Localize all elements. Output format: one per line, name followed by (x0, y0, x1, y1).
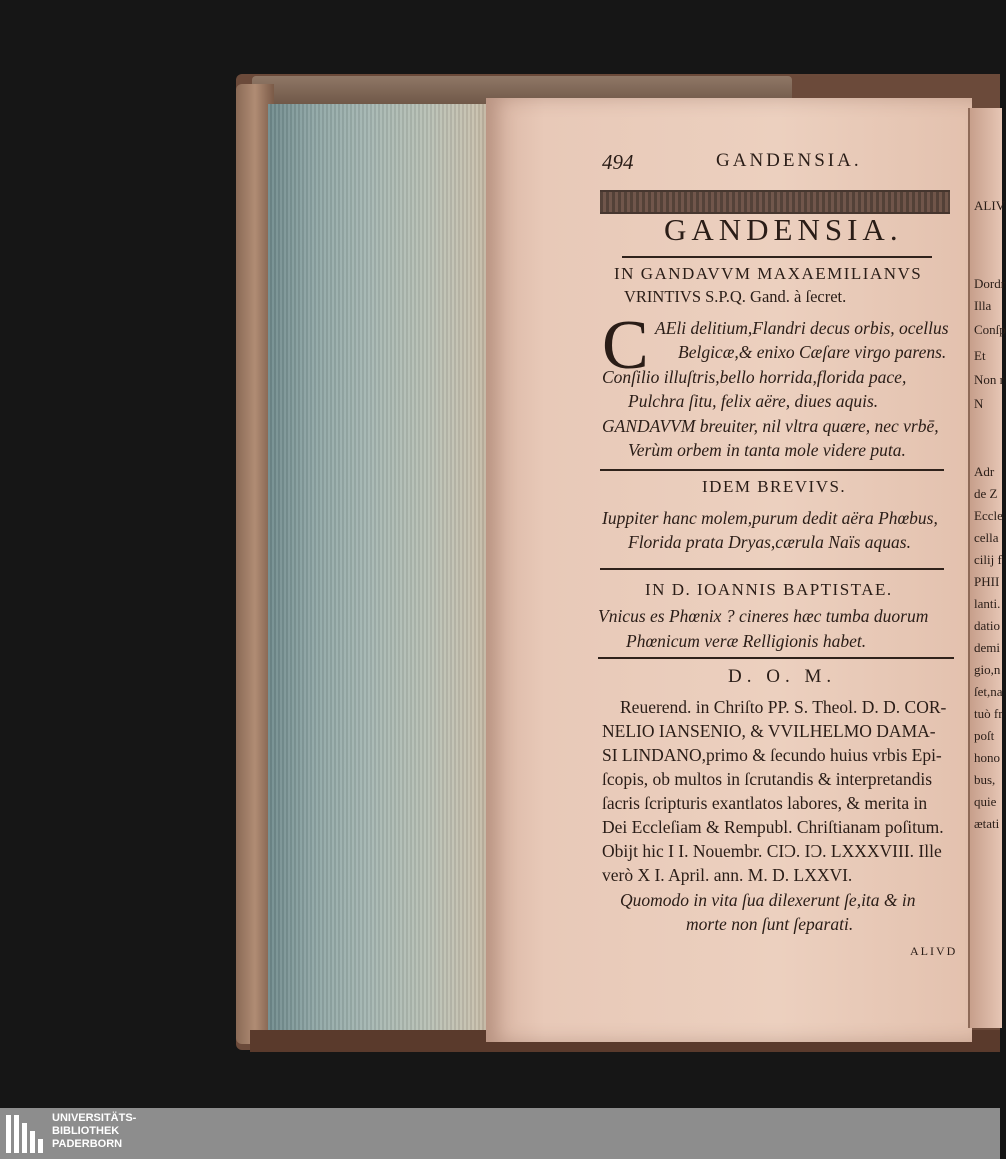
verse-line: Verùm orbem in tanta mole videre puta. (628, 440, 906, 460)
verse-line: Belgicæ,& enixo Cæſare virgo parens. (678, 342, 947, 362)
fragment-text: Dordr (974, 276, 1006, 291)
verse-line: Conſilio illuſtris,bello horrida,florida pace, (602, 367, 907, 387)
verse-line: Florida prata Dryas,cærula Naïs aquas. (628, 532, 911, 552)
library-name-line: UNIVERSITÄTS- (52, 1112, 137, 1124)
epitaph-line: Dei Eccleſiam & Rempubl. Chriſtianam poſitum. (602, 817, 944, 837)
verse-line: AEli delitium,Flandri decus orbis, ocellus (655, 318, 949, 338)
fragment-text: ſet,na (974, 684, 1003, 699)
fragment-text: Adr (974, 464, 995, 479)
section-rule (600, 568, 944, 570)
catchword: ALIVD (910, 944, 958, 958)
fragment-text: ætati (974, 816, 1000, 831)
page-number: 494 (602, 150, 634, 174)
fragment-text: Eccle (974, 508, 1003, 523)
footer-bar (0, 1108, 1000, 1159)
section2-heading: IDEM BREVIVS. (702, 477, 847, 496)
university-logo-icon (6, 1115, 46, 1153)
fragment-text: cella (974, 530, 999, 545)
fragment-text: hono (974, 750, 1000, 765)
fragment-text: gio,n (974, 662, 1001, 677)
section-rule (600, 469, 944, 471)
verse-line: Pulchra ſitu, felix aëre, diues aquis. (628, 391, 879, 411)
fragment-text: bus, (974, 772, 996, 787)
verse-line: Phœnicum veræ Relligionis habet. (626, 631, 867, 651)
section1-heading-line2: VRINTIVS S.P.Q. Gand. à ſecret. (624, 287, 847, 306)
section3-heading: IN D. IOANNIS BAPTISTAE. (645, 580, 893, 599)
section1-heading-line1: IN GANDAVVM MAXAEMILIANVS (614, 264, 923, 283)
fragment-text: de Z (974, 486, 998, 501)
epitaph-line: verò X I. April. ann. M. D. LXXVI. (602, 865, 853, 885)
fragment-text: N (974, 396, 984, 411)
fragment-text: Non r (974, 372, 1004, 387)
running-head: GANDENSIA. (716, 150, 862, 171)
page-title: GANDENSIA. (664, 212, 903, 247)
fragment-text: demi (974, 640, 1000, 655)
fragment-text: ALIV (974, 198, 1006, 213)
closing-line: Quomodo in vita ſua dilexerunt ſe,ita & in (620, 890, 916, 910)
section4-heading: D. O. M. (728, 666, 837, 687)
verse-line: GANDAVVM breuiter, nil vltra quære, nec vrbē, (602, 416, 939, 436)
fragment-text: quie (974, 794, 997, 809)
section-rule (598, 657, 954, 659)
fragment-text: Illa (974, 298, 992, 313)
facing-page-fragment (968, 108, 1006, 1028)
title-rule (622, 256, 932, 258)
page-block-edge (268, 104, 503, 1034)
fragment-text: poſt (974, 728, 995, 743)
epitaph-line: Reuerend. in Chriſto PP. S. Theol. D. D. COR- (620, 697, 947, 717)
fragment-text: Et (974, 348, 986, 363)
epitaph-line: ſcopis, ob multos in ſcrutandis & interpretandis (602, 769, 933, 789)
fragment-text: datio (974, 618, 1000, 633)
library-name-line: BIBLIOTHEK (52, 1125, 120, 1137)
ornamental-border (600, 190, 950, 214)
fragment-text: lanti. (974, 596, 1001, 611)
fragment-text: PHII (974, 574, 1000, 589)
epitaph-line: SI LINDANO,primo & ſecundo huius vrbis Epi- (602, 745, 942, 765)
fragment-text: tuò fr (974, 706, 1003, 721)
fragment-text: cilij f (974, 552, 1002, 567)
library-name-line: PADERBORN (52, 1138, 123, 1150)
verse-line: Iuppiter hanc molem,purum dedit aëra Phœbus, (602, 508, 938, 528)
epitaph-line: NELIO IANSENIO, & VVILHELMO DAMA- (602, 721, 936, 741)
fragment-text: Conſp (974, 322, 1006, 337)
epitaph-line: ſacris ſcripturis exantlatos labores, & merita in (602, 793, 928, 813)
epitaph-line: Obijt hic I I. Nouembr. CIƆ. IƆ. LXXXVIII. Ille (602, 841, 942, 861)
library-name (52, 1112, 136, 1151)
drop-capital: C (602, 307, 649, 384)
closing-line: morte non ſunt ſeparati. (686, 914, 854, 934)
verse-line: Vnicus es Phœnix ? cineres hæc tumba duorum (598, 606, 929, 626)
